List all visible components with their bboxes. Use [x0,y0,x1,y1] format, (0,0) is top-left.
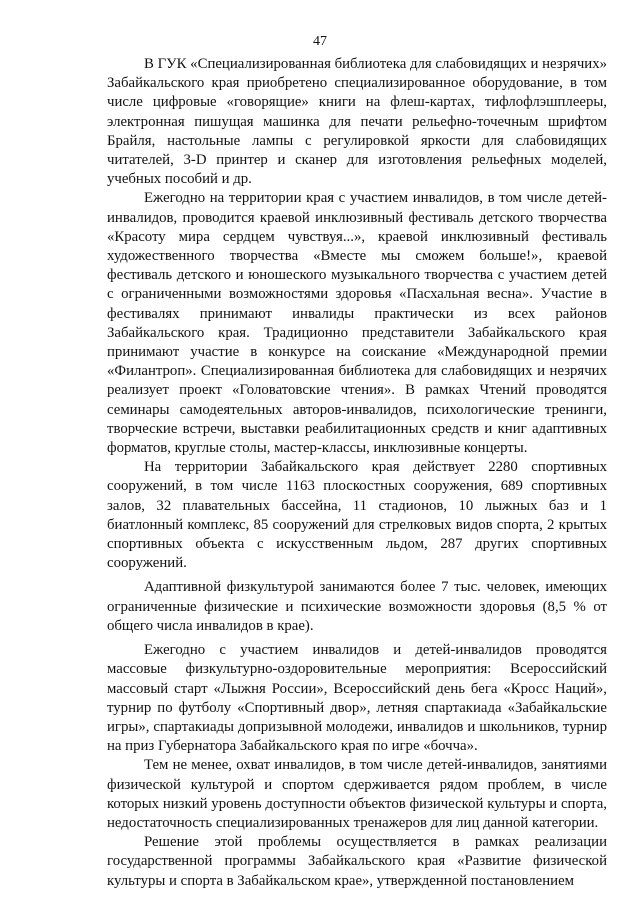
body-text [107,55,607,891]
page-number: 47 [313,34,327,49]
paragraph-mass-events: Ежегодно с участием инвалидов и детей-инвалидов проводятся массовые физкультурно-оздоровительные мероприятия: Всероссийский массовый старт «Лыжня России», Всероссийский день бега «Кросс Наций», турнир по футболу «Спортивный двор», летняя спартакиада «Забайкальские игры», спартакиады допризывной молодежи, инвалидов и школьников, турнир на приз Губернатора Забайкальского края по игре «бочча». [107,642,607,755]
paragraph-problems: Тем не менее, охват инвалидов, в том числе детей-инвалидов, занятиями физической культурой и спортом сдерживается рядом проблем, в числе которых низкий уровень доступности объектов физической культуры и спорта, недостаточность специализированных тренажеров для лиц данной категории. [107,757,607,831]
paragraph-sports-facilities: На территории Забайкальского края действует 2280 спортивных сооружений, в том числе 1163 плоскостных сооружения, 689 спортивных залов, 32 плавательных бассейна, 11 стадионов, 10 лыжных баз и 1 биатлонный комплекс, 85 сооружений для стрелковых видов спорта, 2 крытых спортивных объекта с искусственным льдом, 287 других спортивных сооружений. [107,459,607,572]
paragraph-adaptive-sports: Адаптивной физкультурой занимаются более 7 тыс. человек, имеющих ограниченные физические и психические возможности здоровья (8,5 % от общего числа инвалидов в крае). [107,579,607,634]
paragraph-festivals: Ежегодно на территории края с участием инвалидов, в том числе детей-инвалидов, проводится краевой инклюзивный фестиваль детского творчества «Красоту мира сердцем чувствуя...», краевой инклюзивный фестиваль художественного творчества «Вместе мы сможем больше!», краевой фестиваль детского и юношеского музыкального творчества с участием детей с ограниченными возможностями здоровья «Пасхальная весна». Участие в фестивалях принимают инвалиды практически из всех районов Забайкальского края. Традиционно представители Забайкальского края принимают участие в конкурсе на соискание «Международной премии «Филантроп». Специализированная библиотека для слабовидящих и незрячих реализует проект «Головатовские чтения». В рамках Чтений проводятся семинары самодеятельных авторов-инвалидов, психологические тренинги, творческие встречи, выставки реабилитационных средств и книг адаптивных форматов, круглые столы, мастер-классы, инклюзивные концерты. [107,190,607,457]
paragraph-library-equipment: В ГУК «Специализированная библиотека для слабовидящих и незрячих» Забайкальского края приобретено специализированное оборудование, в том числе цифровые «говорящие» книги на флеш-картах, тифлофлэшплееры, электронная пишущая машинка для печати рельефно-точечным шрифтом Брайля, настольные лампы с регулировкой яркости для слабовидящих читателей, 3-D принтер и сканер для изготовления рельефных моделей, учебных пособий и др. [107,56,607,188]
paragraph-solution: Решение этой проблемы осуществляется в рамках реализации государственной программы Забайкальского края «Развитие физической культуры и спорта в Забайкальском крае», утвержденной постановлением [107,834,607,889]
